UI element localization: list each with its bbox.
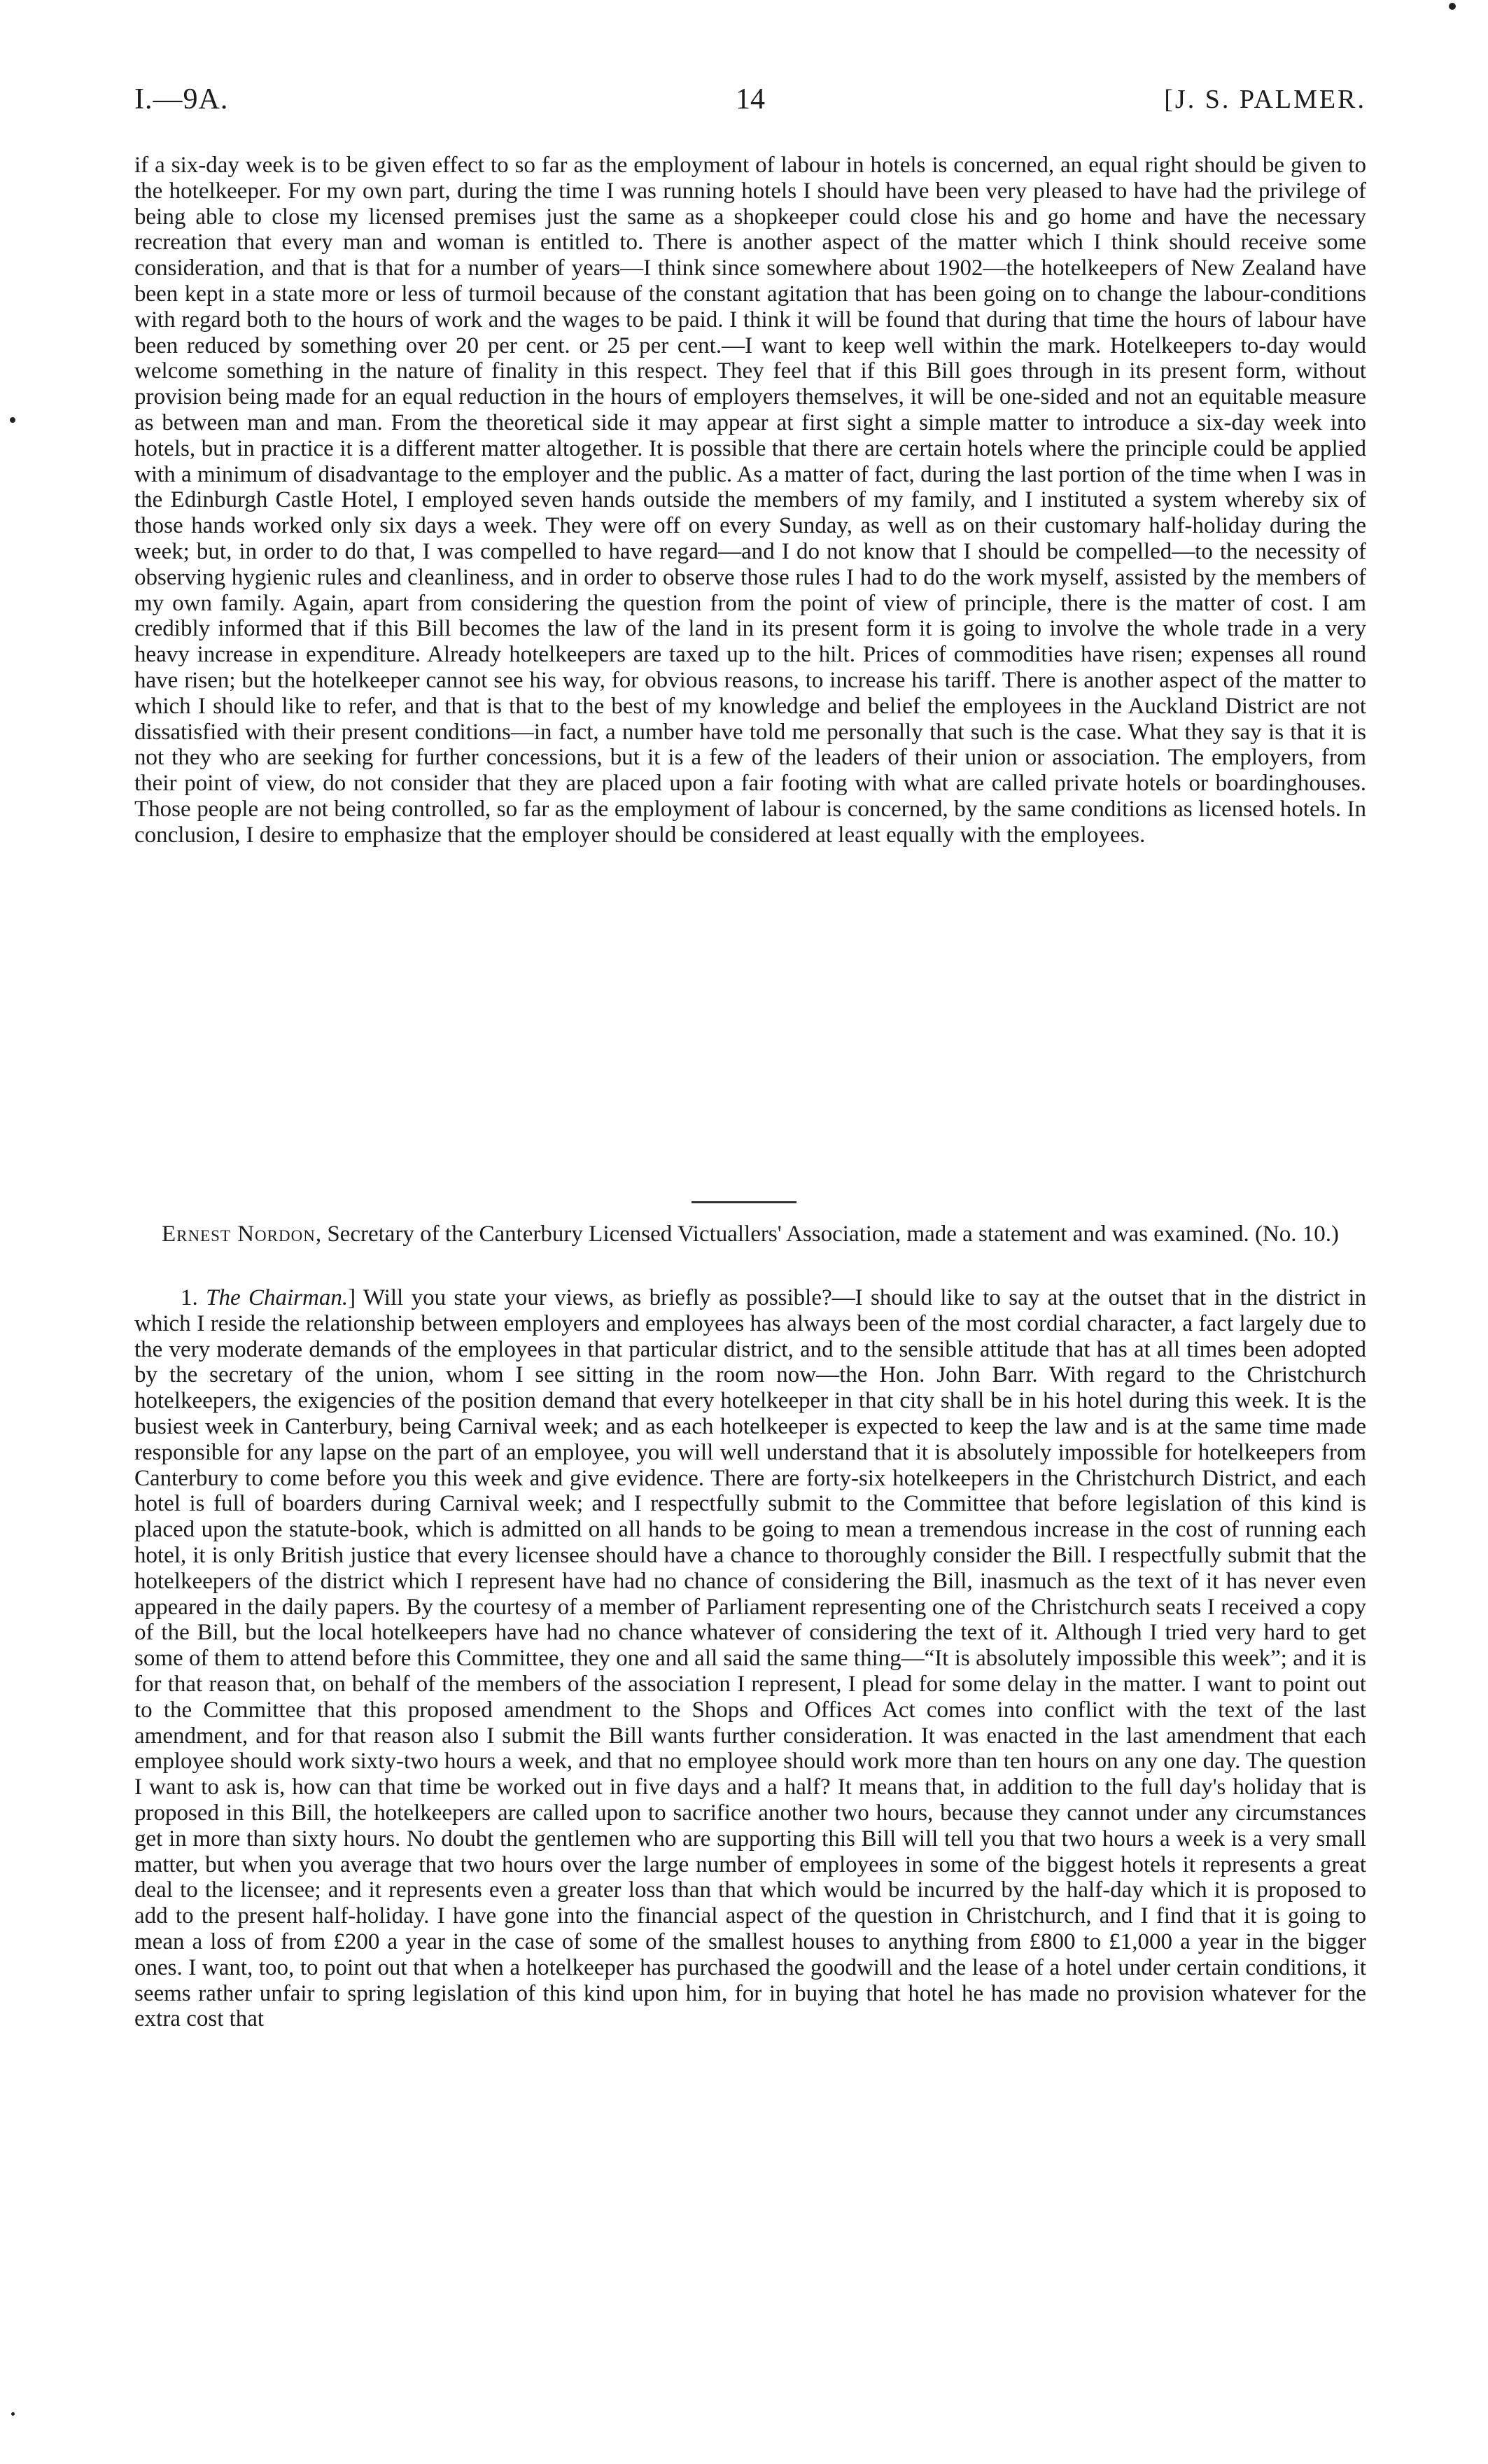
question-body: ] Will you state your views, as briefly as possible?—I should like to say at the outset that in the district in which I reside the relationship between employers and employees has always been of the most cordial character, a fact largely due to the very moderate demands of the employees in that particular district, and to the sensible attitude that has at all times been adopted by the secretary of the union, whom I see sitting in the room now—the Hon. John Barr. With regard to the Christchurch hotelkeepers, the exigencies of the position demand that every hotelkeeper in that city shall be in his hotel during this week. It is the busiest week in Canterbury, being Carnival week; and as each hotelkeeper is expected to keep the law and is at the same time made responsible for any lapse on the part of an employee, you will well understand that it is absolutely impossible for hotelkeepers from Canterbury to come before you this week and give evidence. There are forty-six hotelkeepers in the Christchurch District, and each hotel is full of boarders during Carnival week; and I respectfully submit to the Committee that before legislation of this kind is placed upon the statute-book, which is admitted on all hands to be going to mean a tremendous increase in the cost of running each hotel, it is only British justice that every licensee should have a chance to thoroughly consider the Bill. I respectfully submit that the hotelkeepers of the district which I represent have had no chance of considering the Bill, inasmuch as the text of it has never even appeared in the daily papers. By the courtesy of a member of Parliament representing one of the Christchurch seats I received a copy of the Bill, but the local hotelkeepers have had no chance whatever of considering the text of it. Although I tried very hard to get some of them to attend before this Committee, they one and all said the same thing—“It is absolutely impossible this week”; and it is for that reason that, on behalf of the members of the association I represent, I plead for some delay in the matter. I want to point out to the Committee that this proposed amendment to the Shops and Offices Act comes into conflict with the text of the last amendment, and for that reason also I submit the Bill wants further consideration. It was enacted in the last amendment that each employee should work sixty-two hours a week, and that no employee should work more than ten hours on any one day. The question I want to ask is, how can that time be worked out in five days and a half? It means that, in addition to the full day's holiday that is proposed in this Bill, the hotelkeepers are called upon to sacrifice another two hours, because they cannot under any circumstances get in more than sixty hours. No doubt the gentlemen who are supporting this Bill will tell you that two hours a week is a very small matter, but when you average that two hours over the large number of employees in some of the biggest hotels it represents a great deal to the licensee; and it represents even a greater loss than that which would be incurred by the half-day which it is proposed to add to the present half-holiday. I have gone into the financial aspect of the question in Christchurch, and I find that it is going to mean a loss of from £200 a year in the case of some of the smallest houses to anything from £800 to £1,000 a year in the bigger ones. I want, too, to point out that when a hotelkeeper has purchased the goodwill and the lease of a hotel under certain conditions, it seems rather unfair to spring legislation of this kind upon him, for in buying that hotel he has made no provision whatever for the extra cost that — [134, 1285, 1366, 2032]
witness-running-head: [J. S. PALMER. — [1164, 85, 1366, 114]
question-paragraph — [134, 1285, 1366, 2032]
scan-speck — [10, 417, 15, 423]
page-header — [134, 76, 1366, 132]
question-text — [134, 1285, 1366, 2032]
paragraph-text: if a six-day week is to be given effect to so far as the employment of labour in hotels is concerned, an equal right should be given to the hotelkeeper. For my own part, during the time I was running hotels I should have been very pleased to have had the privilege of being able to close my licensed premises just the same as a shopkeeper could close his and go home and have the necessary recreation that every man and woman is entitled to. There is another aspect of the matter which I think should receive some consideration, and that is that for a number of years—I think since somewhere about 1902—the hotelkeepers of New Zealand have been kept in a state more or less of turmoil because of the constant agitation that has been going on to change the labour-conditions with regard both to the hours of work and the wages to be paid. I think it will be found that during that time the hours of labour have been reduced by something over 20 per cent. or 25 per cent.—I want to keep well within the mark. Hotelkeepers to-day would welcome something in the nature of finality in this respect. They feel that if this Bill goes through in its present form, without provision being made for an equal reduction in the hours of employers themselves, it will be one-sided and not an equitable measure as between man and man. From the theoretical side it may appear at first sight a simple matter to introduce a six-day week into hotels, but in practice it is a different matter altogether. It is possible that there are certain hotels where the principle could be applied with a minimum of disadvantage to the employer and the public. As a matter of fact, during the last portion of the time when I was in the Edinburgh Castle Hotel, I employed seven hands outside the members of my family, and I instituted a system whereby six of those hands worked only six days a week. They were off on every Sunday, as well as on their customary half-holiday during the week; but, in order to do that, I was compelled to have regard—and I do not know that I should be compelled—to the necessity of observing hygienic rules and cleanliness, and in order to observe those rules I had to do the work myself, assisted by the members of my own family. Again, apart from considering the question from the point of view of principle, there is the matter of cost. I am credibly informed that if this Bill becomes the law of the land in its present form it is going to involve the whole trade in a very heavy increase in expenditure. Already hotelkeepers are taxed up to the hilt. Prices of commodities have risen; expenses all round have risen; but the hotelkeeper cannot see his way, for obvious reasons, to increase his tariff. There is another aspect of the matter to which I should like to refer, and that is that to the best of my knowledge and belief the employees in the Auckland District are not dissatisfied with their present conditions—in fact, a number have told me personally that such is the case. What they say is that it is not they who are seeking for further concessions, but it is a few of the leaders of their union or association. The employers, from their point of view, do not consider that they are placed upon a fair footing with what are called private hotels or boardinghouses. Those people are not being controlled, so far as the employment of labour is concerned, by the same conditions as licensed hotels. In conclusion, I desire to emphasize that the employer should be considered at least equally with the employees. — [134, 153, 1366, 848]
question-speaker: The Chairman. — [206, 1285, 349, 1310]
scan-speck — [1449, 3, 1456, 10]
witness-name: Ernest Nordon — [161, 1222, 316, 1247]
witness-heading — [134, 1222, 1366, 1247]
evidence-paragraph-continued — [134, 153, 1366, 848]
page-number: 14 — [736, 83, 765, 115]
section-divider — [692, 1201, 796, 1203]
witness-description: , Secretary of the Canterbury Licensed Victuallers' Association, made a statement and was examined. (No. 10.) — [315, 1222, 1340, 1247]
scan-speck — [11, 2412, 15, 2416]
question-number: 1. — [181, 1285, 198, 1310]
paper-reference: I.—9A. — [134, 83, 229, 115]
